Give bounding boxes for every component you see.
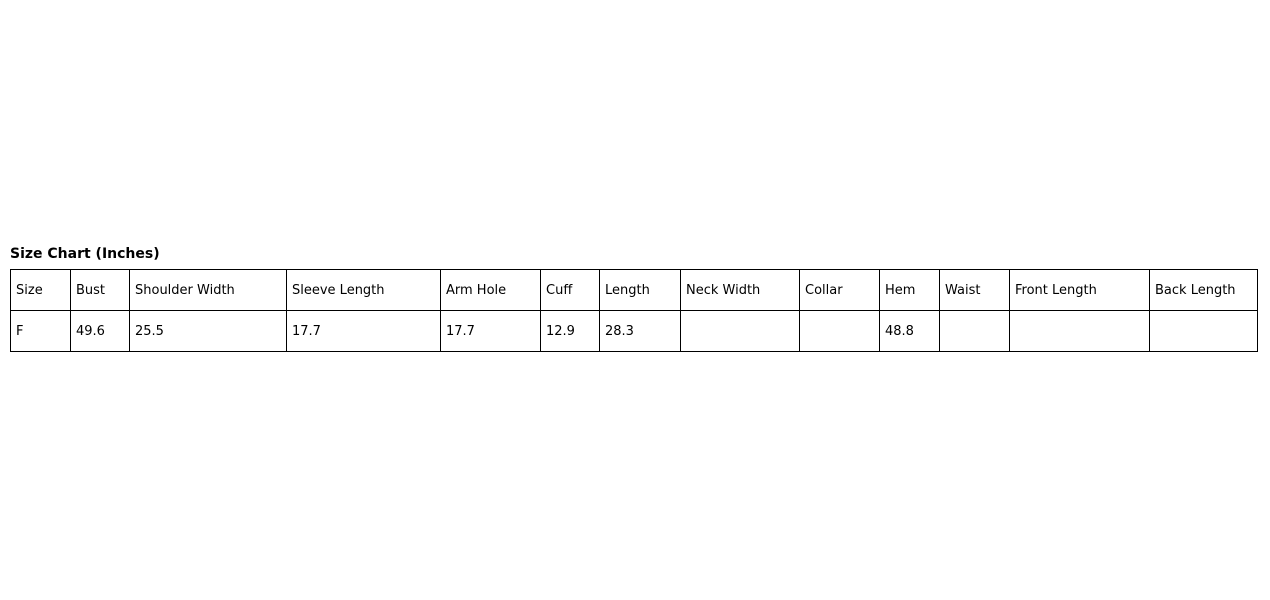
- cell-hem: 48.8: [880, 311, 940, 352]
- cell-shoulder-width: 25.5: [130, 311, 287, 352]
- col-header-sleeve-length: Sleeve Length: [287, 270, 441, 311]
- page-title: Size Chart (Inches): [10, 246, 160, 262]
- col-header-length: Length: [600, 270, 681, 311]
- col-header-neck-width: Neck Width: [681, 270, 800, 311]
- cell-bust: 49.6: [71, 311, 130, 352]
- cell-arm-hole: 17.7: [441, 311, 541, 352]
- col-header-arm-hole: Arm Hole: [441, 270, 541, 311]
- col-header-size: Size: [11, 270, 71, 311]
- cell-waist: [940, 311, 1010, 352]
- col-header-collar: Collar: [800, 270, 880, 311]
- col-header-back-length: Back Length: [1150, 270, 1258, 311]
- cell-length: 28.3: [600, 311, 681, 352]
- cell-neck-width: [681, 311, 800, 352]
- cell-cuff: 12.9: [541, 311, 600, 352]
- table-row: [11, 311, 1258, 352]
- cell-sleeve-length: 17.7: [287, 311, 441, 352]
- col-header-waist: Waist: [940, 270, 1010, 311]
- cell-collar: [800, 311, 880, 352]
- col-header-cuff: Cuff: [541, 270, 600, 311]
- size-chart-table: [10, 269, 1258, 352]
- col-header-front-length: Front Length: [1010, 270, 1150, 311]
- table-header-row: [11, 270, 1258, 311]
- col-header-shoulder-width: Shoulder Width: [130, 270, 287, 311]
- cell-size: F: [11, 311, 71, 352]
- cell-back-length: [1150, 311, 1258, 352]
- cell-front-length: [1010, 311, 1150, 352]
- col-header-bust: Bust: [71, 270, 130, 311]
- col-header-hem: Hem: [880, 270, 940, 311]
